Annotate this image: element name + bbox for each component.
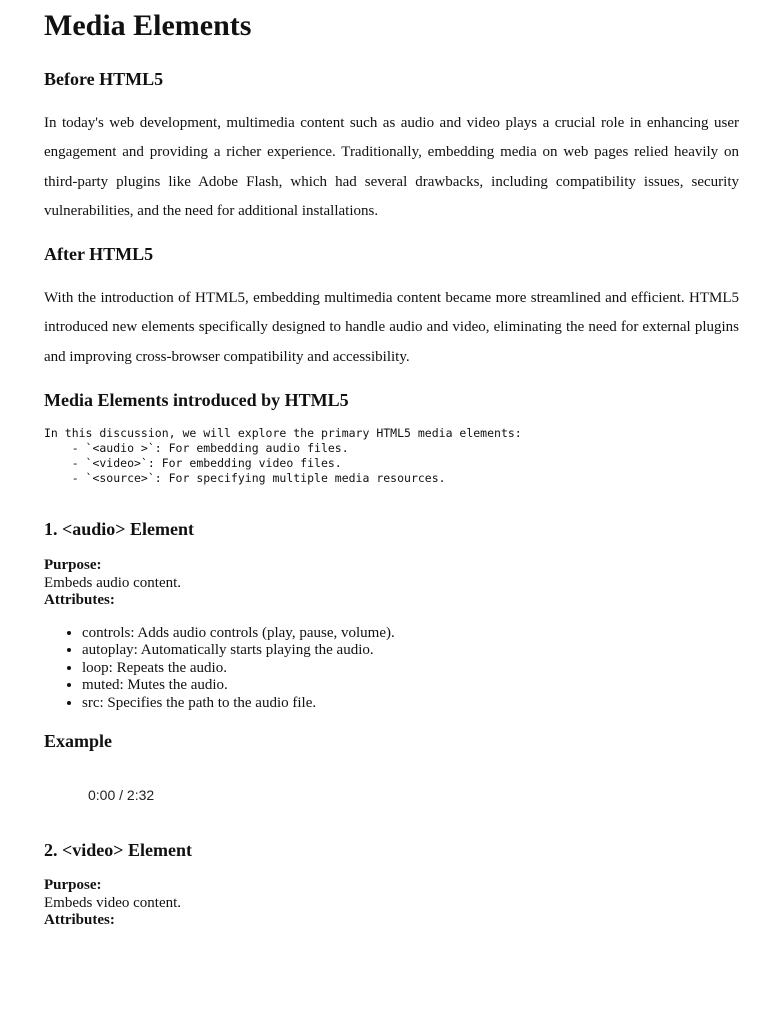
purpose-text: Embeds video content. <box>44 894 182 911</box>
list-item: • loop: Repeats the audio. <box>82 660 739 678</box>
document-page <box>0 6 768 930</box>
after-html5-heading: After HTML5 <box>44 244 154 265</box>
list-item: • autoplay: Automatically starts playing the audio. <box>82 642 739 660</box>
example-heading: Example <box>44 731 113 752</box>
play-icon[interactable] <box>44 775 88 815</box>
video-element-heading: 2. <video> Element <box>44 840 192 861</box>
audio-attributes-list <box>44 625 739 713</box>
audio-purpose <box>44 557 739 610</box>
audio-time-display: 0:00 / 2:32 <box>88 787 155 804</box>
before-html5-heading: Before HTML5 <box>44 69 164 89</box>
audio-element-heading: 1. <audio> Element <box>44 519 195 540</box>
page-title: Media Elements <box>44 9 252 42</box>
purpose-label: Purpose: <box>44 557 102 574</box>
before-html5-paragraph: In today's web development, multimedia content such as audio and video plays a crucial role in enhancing user engagement and providing a richer experience. Traditionally, embedding media on web pages relied heavily on third-party plugins like Adobe Flash, which had several drawbacks, including compatibility issues, security vulnerabilities, and the need for additional installations. <box>44 115 739 219</box>
purpose-text: Embeds audio content. <box>44 574 182 591</box>
list-item: • muted: Mutes the audio. <box>82 677 739 695</box>
audio-player[interactable] <box>44 775 344 815</box>
code-line: - `<audio >`: For embedding audio files. <box>44 441 349 456</box>
attributes-label: Attributes: <box>44 912 115 929</box>
code-line: - `<source>`: For specifying multiple media resources. <box>44 471 446 486</box>
purpose-label: Purpose: <box>44 877 102 894</box>
list-item: • controls: Adds audio controls (play, pause, volume). <box>82 625 739 643</box>
attributes-label: Attributes: <box>44 592 115 609</box>
intro-code-block <box>44 426 739 486</box>
media-elements-heading: Media Elements introduced by HTML5 <box>44 390 349 411</box>
video-purpose <box>44 877 739 930</box>
after-html5-paragraph: With the introduction of HTML5, embedding multimedia content became more streamlined and efficient. HTML5 introduced new elements specifically designed to handle audio and video, eliminating the need for external plugins and improving cross-browser compatibility and accessibility. <box>44 290 739 365</box>
code-line: - `<video>`: For embedding video files. <box>44 456 342 471</box>
list-item: • src: Specifies the path to the audio file. <box>82 695 739 713</box>
code-line: In this discussion, we will explore the primary HTML5 media elements: <box>44 426 522 441</box>
